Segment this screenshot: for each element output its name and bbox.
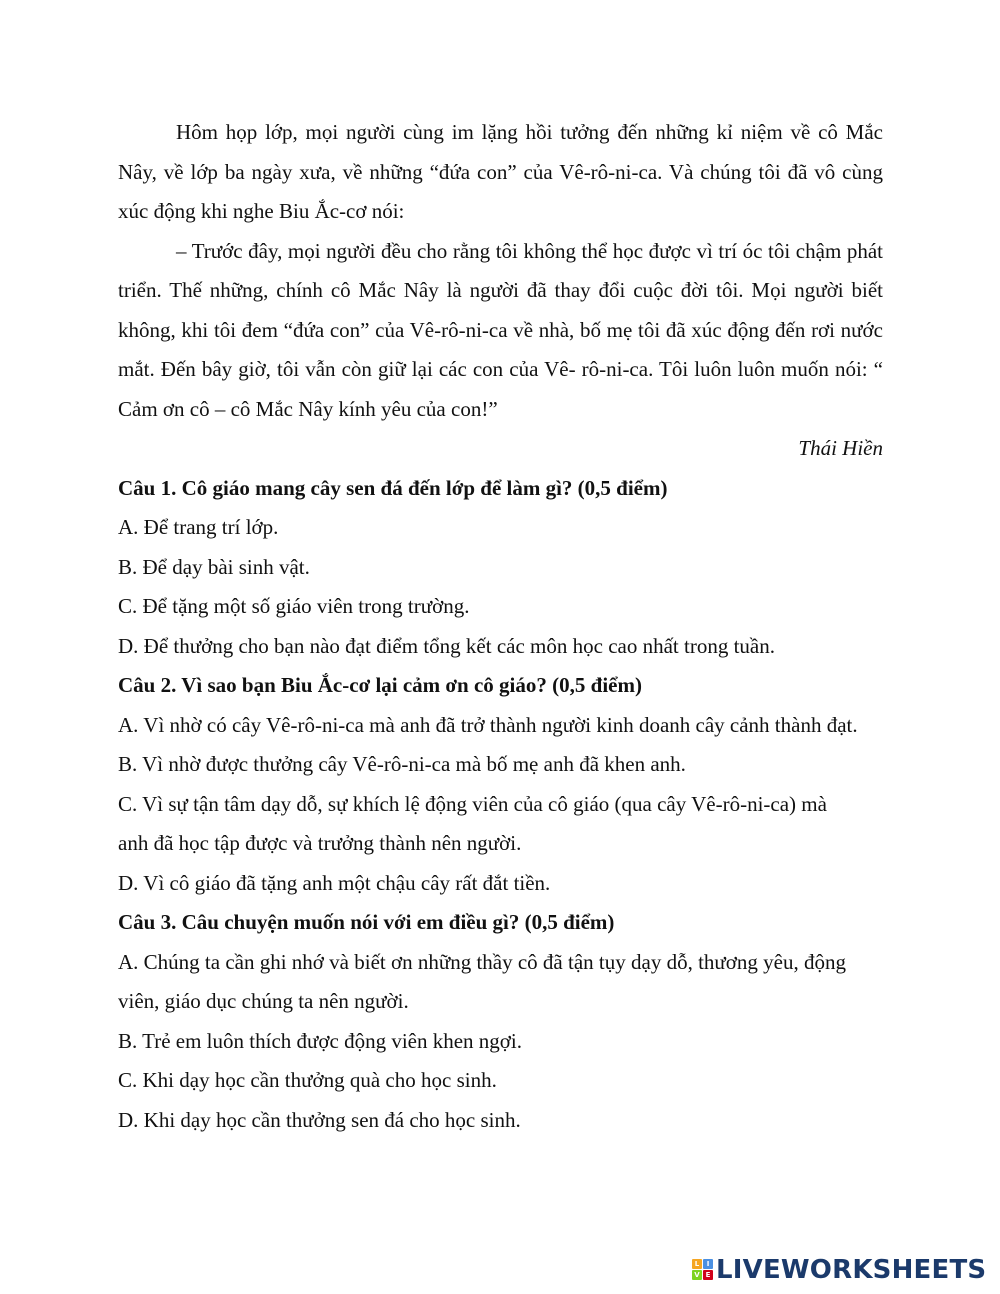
question-title: Câu 3. Câu chuyện muốn nói với em điều gì? (0,5 điểm) bbox=[118, 910, 615, 934]
answer-option[interactable]: D. Vì cô giáo đã tặng anh một chậu cây rất đắt tiền. bbox=[118, 870, 551, 895]
answer-option[interactable]: D. Để thưởng cho bạn nào đạt điểm tổng kết các môn học cao nhất trong tuần. bbox=[118, 633, 775, 658]
logo-mark-cell: E bbox=[703, 1270, 713, 1280]
answer-option[interactable]: B. Trẻ em luôn thích được động viên khen ngợi. bbox=[118, 1028, 522, 1053]
answer-option[interactable]: B. Để dạy bài sinh vật. bbox=[118, 554, 310, 579]
answer-option[interactable]: D. Khi dạy học cần thưởng sen đá cho học sinh. bbox=[118, 1107, 521, 1132]
question-1 bbox=[118, 469, 883, 667]
answer-option[interactable]: A. Để trang trí lớp. bbox=[118, 515, 279, 539]
answer-option[interactable]: C. Để tặng một số giáo viên trong trường. bbox=[118, 594, 470, 618]
logo-text: LIVEWORKSHEETS bbox=[716, 1255, 987, 1285]
answer-option[interactable]: A. Vì nhờ có cây Vê-rô-ni-ca mà anh đã trở thành người kinh doanh cây cảnh thành đạt. bbox=[118, 712, 858, 737]
liveworksheets-logo bbox=[692, 1253, 986, 1287]
worksheet-page bbox=[118, 113, 883, 1140]
answer-option[interactable]: A. Chúng ta cần ghi nhớ và biết ơn những thầy cô đã tận tụy dạy dỗ, thương yêu, động viên, giáo dục chúng ta nên người. bbox=[118, 949, 846, 1013]
story-author: Thái Hiền bbox=[798, 436, 883, 460]
question-title: Câu 2. Vì sao bạn Biu Ắc-cơ lại cảm ơn cô giáo? (0,5 điểm) bbox=[118, 673, 642, 697]
answer-option[interactable]: C. Khi dạy học cần thưởng quà cho học sinh. bbox=[118, 1068, 497, 1092]
question-3 bbox=[118, 903, 883, 1140]
answer-option[interactable]: B. Vì nhờ được thưởng cây Vê-rô-ni-ca mà bố mẹ anh đã khen anh. bbox=[118, 752, 686, 776]
question-title: Câu 1. Cô giáo mang cây sen đá đến lớp để làm gì? (0,5 điểm) bbox=[118, 475, 668, 500]
logo-mark-cell: I bbox=[703, 1259, 713, 1269]
logo-mark-cell: V bbox=[692, 1270, 702, 1280]
answer-option[interactable]: C. Vì sự tận tâm dạy dỗ, sự khích lệ động viên của cô giáo (qua cây Vê-rô-ni-ca) mà anh đã học tập được và trưởng thành nên người. bbox=[118, 791, 827, 855]
logo-mark-cell: L bbox=[692, 1259, 702, 1269]
liveworksheets-logo-icon bbox=[692, 1259, 713, 1281]
story-paragraph-2: – Trước đây, mọi người đều cho rằng tôi không thể học được vì trí óc tôi chậm phát triển. Thế những, chính cô Mắc Nây là người đã thay đổi cuộc đời tôi. Mọi người biết không, khi tôi đem “đứa con” của Vê-rô-ni-ca về nhà, bố mẹ tôi đã xúc động đến rơi nước mắt. Đến bây giờ, tôi vẫn còn giữ lại các con của Vê- rô-ni-ca. Tôi luôn luôn muốn nói: “ Cảm ơn cô – cô Mắc Nây kính yêu của con!” bbox=[118, 238, 883, 421]
question-2 bbox=[118, 666, 883, 903]
story-paragraph-1: Hôm họp lớp, mọi người cùng im lặng hồi tưởng đến những kỉ niệm về cô Mắc Nây, về lớp ba ngày xưa, về những “đứa con” của Vê-rô-ni-ca. Và chúng tôi đã vô cùng xúc động khi nghe Biu Ắc-cơ nói: bbox=[118, 120, 883, 223]
